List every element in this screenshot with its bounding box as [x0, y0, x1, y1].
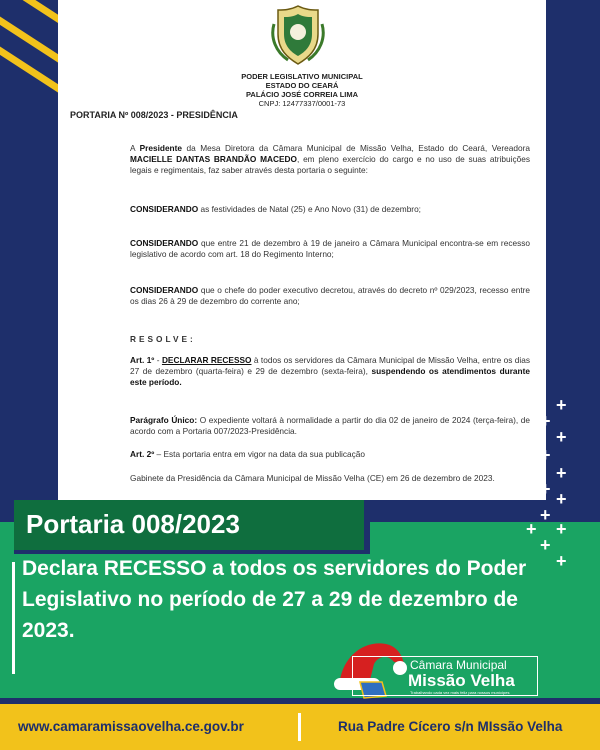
- portaria-document: [58, 0, 546, 500]
- plus-decoration-icon: +: [556, 463, 567, 483]
- article-1: Art. 1º - DECLARAR RECESSO à todos os servidores da Câmara Municipal de Missão Velha, entre os dias 27 de dezembro (quarta-feira) e 29 de dezembro (sexta-feira), suspendendo os atendimentos durante este período.: [130, 355, 531, 387]
- plus-decoration-icon: +: [540, 479, 551, 499]
- article-2: Art. 2º – Esta portaria entra em vigor na data da sua publicação: [130, 449, 366, 459]
- banner-title: Portaria 008/2023: [26, 509, 240, 539]
- logo-slogan: Trabalhando cada vez mais feliz para nossos munícipes: [410, 690, 510, 695]
- considerando-3: CONSIDERANDO que o chefe do poder executivo decretou, através do decreto nº 029/2023, recesso entre os dias 26 à 29 de dezembro do corrente ano;: [130, 285, 530, 306]
- considerando-2: CONSIDERANDO que entre 21 de dezembro à 19 de janeiro a Câmara Municipal encontra-se em recesso legislativo de acordo com art. 18 do Regimento Interno;: [130, 238, 530, 259]
- plus-decoration-icon: +: [556, 519, 567, 539]
- municipal-crest-icon: [270, 4, 326, 66]
- doc-header-line: ESTADO DO CEARÁ: [265, 81, 339, 90]
- intro-paragraph: A Presidente da Mesa Diretora da Câmara Municipal de Missão Velha, Estado do Ceará, Vereadora MACIELLE DANTAS BRANDÃO MACEDO, em pleno exercício do cargo e no uso de suas atribuições legais e regimentais, faz saber através desta portaria o seguinte:: [130, 143, 530, 175]
- plus-decoration-icon: +: [540, 411, 551, 431]
- doc-header-cnpj: CNPJ: 12477337/0001-73: [258, 99, 346, 108]
- address-text: Rua Padre Cícero s/n MIssão Velha: [338, 719, 563, 734]
- plus-decoration-icon: +: [556, 427, 567, 447]
- plus-decoration-icon: +: [540, 445, 551, 465]
- plus-decoration-icon: +: [556, 395, 567, 415]
- logo-text-camara: Câmara Municipal: [410, 658, 507, 672]
- plus-decoration-icon: +: [526, 519, 537, 539]
- considerando-1: CONSIDERANDO as festividades de Natal (25) e Ano Novo (31) de dezembro;: [130, 204, 421, 214]
- doc-header-line: PODER LEGISLATIVO MUNICIPAL: [241, 72, 363, 81]
- plus-decoration-icon: +: [556, 551, 567, 571]
- plus-decoration-icon: +: [540, 535, 551, 555]
- subtitle-accent-bar: [12, 562, 15, 674]
- website-link[interactable]: www.camaramissaovelha.ce.gov.br: [18, 719, 244, 734]
- paragrafo-unico: Parágrafo Único: O expediente voltará à normalidade a partir do dia 02 de janeiro de 2024 (terça-feira), de acordo com a Portaria 007/2023-Presidência.: [130, 415, 530, 436]
- closing-paragraph: Gabinete da Presidência da Câmara Municipal de Missão Velha (CE) em 26 de dezembro de 2023.: [130, 473, 495, 483]
- portaria-title: PORTARIA Nº 008/2023 - PRESIDÊNCIA: [70, 110, 238, 120]
- doc-header-line: PALÁCIO JOSÉ CORREIA LIMA: [245, 90, 359, 99]
- plus-decoration-icon: +: [540, 505, 551, 525]
- banner-subtitle: Declara RECESSO a todos os servidores do Poder Legislativo no período de 27 a 29 de dezembro de 2023.: [22, 557, 527, 642]
- plus-decoration-icon: +: [556, 489, 567, 509]
- footer-divider: [298, 713, 301, 741]
- resolve-heading: RESOLVE:: [130, 334, 196, 344]
- logo-text-missao-velha: Missão Velha: [408, 671, 515, 690]
